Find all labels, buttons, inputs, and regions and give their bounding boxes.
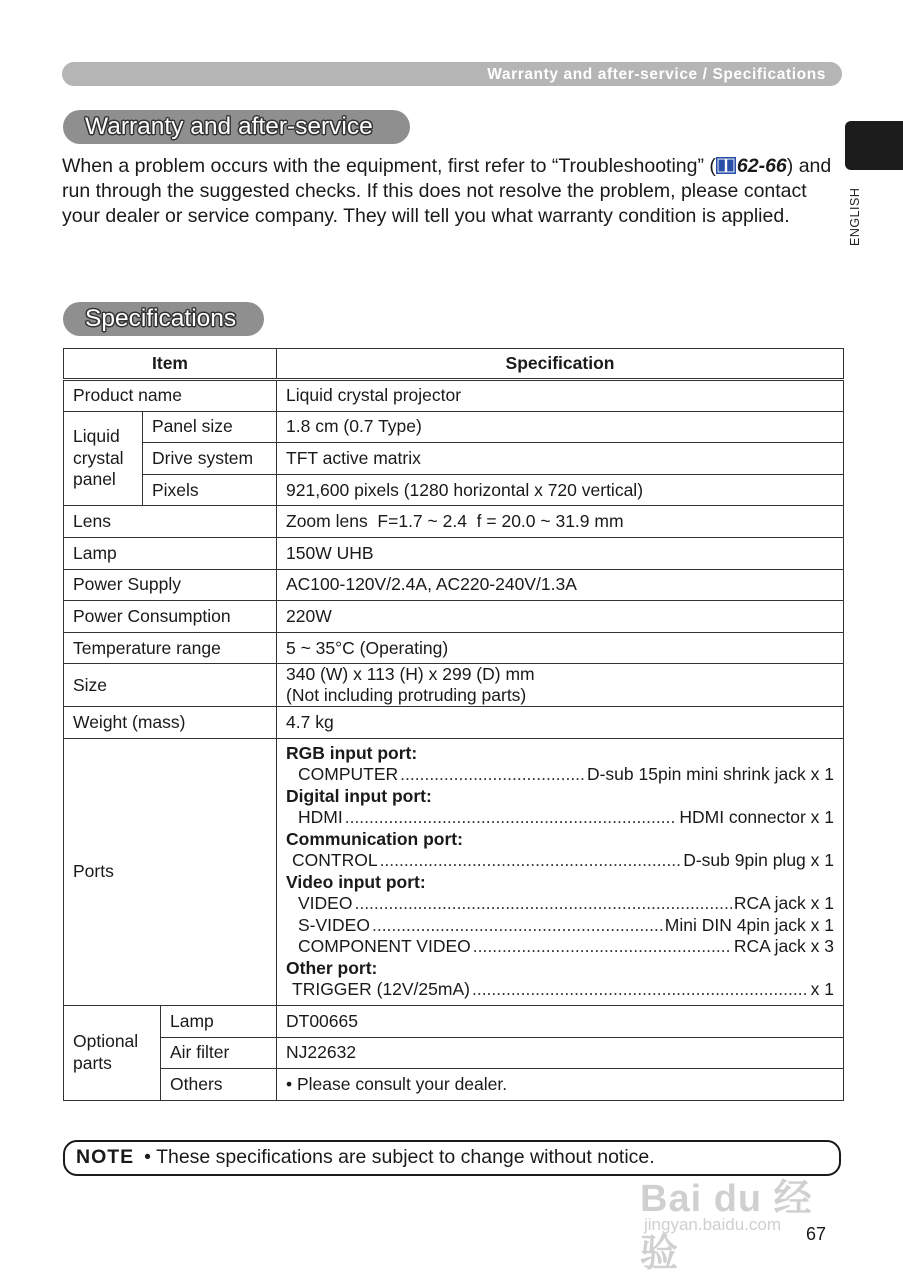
reference-pages: 62-66 bbox=[736, 155, 787, 177]
port-control bbox=[286, 850, 834, 872]
row-label-lamp: Lamp bbox=[64, 537, 277, 569]
leader-dots bbox=[380, 850, 682, 872]
table-row bbox=[64, 537, 844, 569]
leader-dots bbox=[345, 807, 678, 829]
row-value-drive-system: TFT active matrix bbox=[277, 443, 844, 475]
table-header-row bbox=[64, 349, 844, 380]
table-row bbox=[64, 601, 844, 633]
port-component-name: COMPONENT VIDEO bbox=[298, 936, 471, 957]
communication-port-heading: Communication port: bbox=[286, 828, 463, 849]
port-video-name: VIDEO bbox=[298, 893, 353, 914]
row-label-weight: Weight (mass) bbox=[64, 707, 277, 739]
port-computer-value: D-sub 15pin mini shrink jack x 1 bbox=[586, 764, 834, 785]
row-value-optional-lamp: DT00665 bbox=[277, 1005, 844, 1037]
row-value-panel-size: 1.8 cm (0.7 Type) bbox=[277, 411, 844, 443]
language-label: ENGLISH bbox=[848, 187, 862, 246]
leader-dots bbox=[473, 936, 732, 958]
row-value-size bbox=[277, 664, 844, 707]
leader-dots bbox=[354, 893, 731, 915]
port-control-value: D-sub 9pin plug x 1 bbox=[683, 850, 834, 871]
row-value-lens: Zoom lens F=1.7 ~ 2.4 f = 20.0 ~ 31.9 mm bbox=[277, 506, 844, 538]
row-label-optional-parts: Optional parts bbox=[64, 1005, 161, 1100]
warranty-paragraph bbox=[62, 154, 832, 229]
row-value-power-consumption: 220W bbox=[277, 601, 844, 633]
row-label-lens: Lens bbox=[64, 506, 277, 538]
row-label-temperature: Temperature range bbox=[64, 632, 277, 664]
page-number: 67 bbox=[806, 1224, 827, 1244]
port-svideo bbox=[286, 915, 834, 937]
row-label-air-filter: Air filter bbox=[161, 1037, 277, 1069]
port-control-name: CONTROL bbox=[292, 850, 378, 871]
row-label-pixels: Pixels bbox=[143, 474, 277, 506]
table-row bbox=[64, 707, 844, 739]
table-row bbox=[64, 506, 844, 538]
port-video bbox=[286, 893, 834, 915]
note-tag: NOTE bbox=[76, 1146, 135, 1168]
row-label-others: Others bbox=[161, 1069, 277, 1101]
row-label-panel-size: Panel size bbox=[143, 411, 277, 443]
row-label-product-name: Product name bbox=[64, 380, 277, 412]
port-trigger-name: TRIGGER (12V/25mA) bbox=[292, 979, 470, 1000]
row-value-pixels: 921,600 pixels (1280 horizontal x 720 vertical) bbox=[277, 474, 844, 506]
row-value-ports bbox=[277, 738, 844, 1005]
table-row bbox=[64, 1069, 844, 1101]
row-label-size: Size bbox=[64, 664, 277, 707]
row-value-product-name: Liquid crystal projector bbox=[277, 380, 844, 412]
table-row bbox=[64, 380, 844, 412]
row-label-drive-system: Drive system bbox=[143, 443, 277, 475]
port-computer bbox=[286, 764, 834, 786]
table-row bbox=[64, 738, 844, 1005]
row-value-temperature: 5 ~ 35°C (Operating) bbox=[277, 632, 844, 664]
port-trigger-value: x 1 bbox=[810, 979, 834, 1000]
table-row bbox=[64, 632, 844, 664]
row-value-power-supply: AC100-120V/2.4A, AC220-240V/1.3A bbox=[277, 569, 844, 601]
digital-port-heading: Digital input port: bbox=[286, 785, 432, 806]
column-header-specification: Specification bbox=[277, 349, 844, 380]
row-label-lcd-panel: Liquid crystal panel bbox=[64, 411, 143, 506]
video-port-heading: Video input port: bbox=[286, 871, 426, 892]
specifications-table bbox=[63, 348, 844, 1101]
size-dimensions: 340 (W) x 113 (H) x 299 (D) mm bbox=[286, 664, 535, 685]
port-hdmi-name: HDMI bbox=[298, 807, 343, 828]
port-hdmi-value: HDMI connector x 1 bbox=[679, 807, 834, 828]
port-trigger bbox=[286, 979, 834, 1001]
troubleshooting-reference[interactable] bbox=[716, 155, 787, 177]
header-breadcrumb: Warranty and after-service / Specifications bbox=[487, 66, 826, 83]
row-value-others: • Please consult your dealer. bbox=[277, 1069, 844, 1101]
watermark-url: jingyan.baidu.com bbox=[644, 1215, 782, 1234]
leader-dots bbox=[472, 979, 809, 1001]
watermark-logo-text: Bai du 经验 bbox=[640, 1178, 813, 1275]
table-row bbox=[64, 664, 844, 707]
leader-dots bbox=[372, 915, 663, 937]
note-text: • These specifications are subject to change without notice. bbox=[144, 1146, 655, 1168]
language-tab bbox=[845, 121, 903, 170]
table-row bbox=[64, 411, 844, 443]
row-label-optional-lamp: Lamp bbox=[161, 1005, 277, 1037]
warranty-text-before: When a problem occurs with the equipment, first refer to “Troubleshooting” ( bbox=[62, 155, 716, 177]
column-header-item: Item bbox=[64, 349, 277, 380]
port-component-value: RCA jack x 3 bbox=[733, 936, 834, 957]
warranty-section-title: Warranty and after-service bbox=[63, 110, 410, 144]
port-computer-name: COMPUTER bbox=[298, 764, 399, 785]
table-row bbox=[64, 1037, 844, 1069]
size-note: (Not including protruding parts) bbox=[286, 685, 527, 706]
note-box bbox=[63, 1140, 841, 1176]
port-video-value: RCA jack x 1 bbox=[733, 893, 834, 914]
table-row bbox=[64, 474, 844, 506]
book-reference-icon bbox=[716, 157, 736, 174]
row-value-air-filter: NJ22632 bbox=[277, 1037, 844, 1069]
port-svideo-value: Mini DIN 4pin jack x 1 bbox=[664, 914, 834, 935]
port-svideo-name: S-VIDEO bbox=[298, 914, 370, 935]
port-component bbox=[286, 936, 834, 958]
row-label-power-consumption: Power Consumption bbox=[64, 601, 277, 633]
warranty-text-after: ) and run through the suggested checks. If this does not resolve the problem, please contact your dealer or service company. They will tell you what warranty condition is applied. bbox=[62, 155, 832, 227]
leader-dots bbox=[400, 764, 585, 786]
table-row bbox=[64, 443, 844, 475]
other-port-heading: Other port: bbox=[286, 957, 378, 978]
row-value-weight: 4.7 kg bbox=[277, 707, 844, 739]
table-row bbox=[64, 1005, 844, 1037]
rgb-port-heading: RGB input port: bbox=[286, 742, 418, 763]
table-row bbox=[64, 569, 844, 601]
row-value-lamp: 150W UHB bbox=[277, 537, 844, 569]
port-hdmi bbox=[286, 807, 834, 829]
row-label-power-supply: Power Supply bbox=[64, 569, 277, 601]
row-label-ports: Ports bbox=[64, 738, 277, 1005]
header-bar bbox=[62, 62, 842, 86]
specifications-section-title: Specifications bbox=[63, 302, 264, 336]
